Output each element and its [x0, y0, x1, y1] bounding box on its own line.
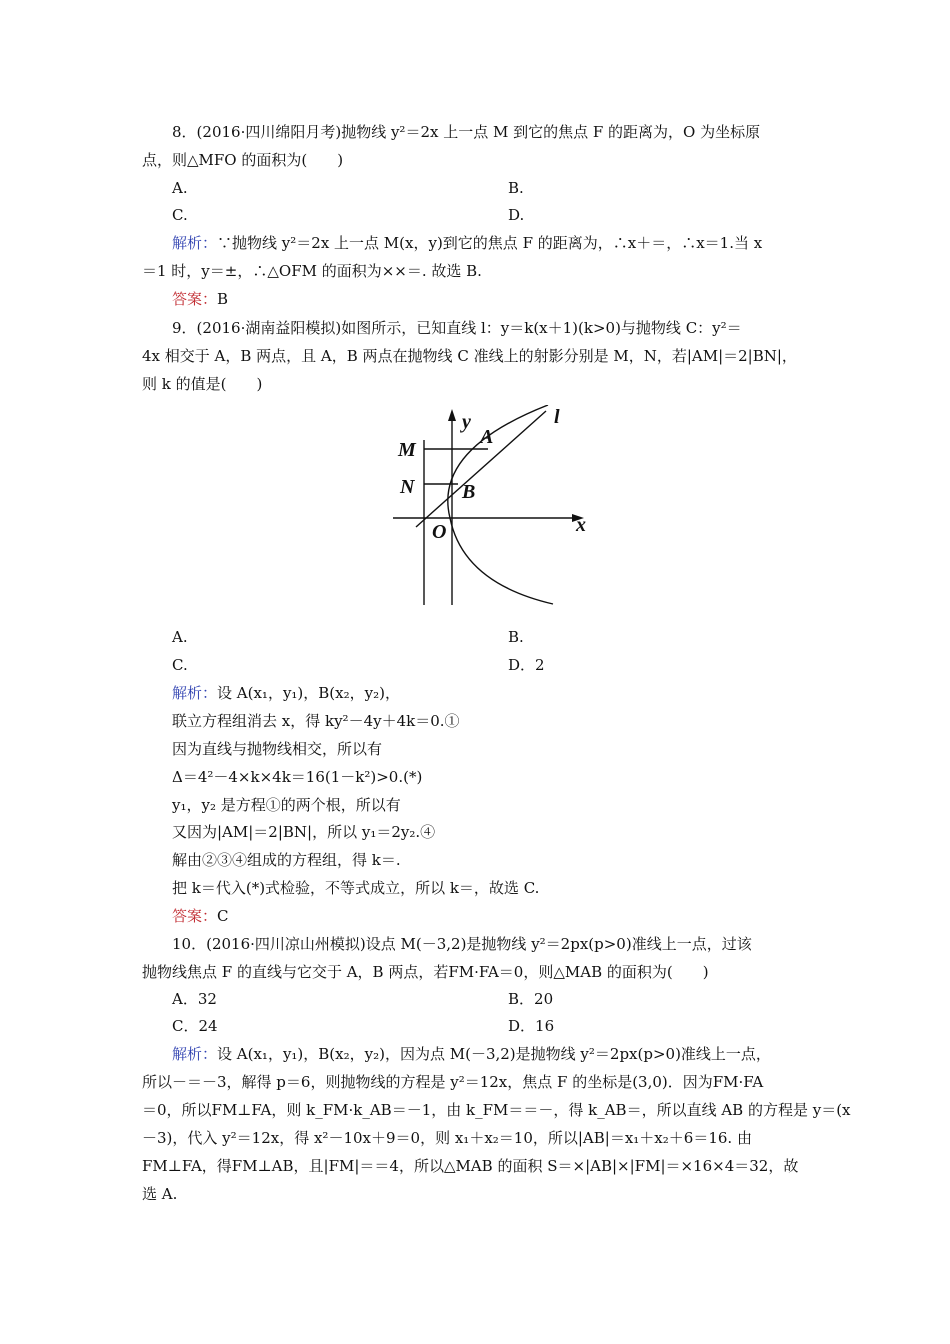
- q9-solution-label: 解析：: [172, 684, 218, 702]
- q9-option-a: A.: [172, 628, 188, 646]
- q8-solution-text1: ∵抛物线 y²＝2x 上一点 M(x，y)到它的焦点 F 的距离为，∴x＋＝，∴x＝1.当 x: [217, 234, 763, 252]
- q9-solution-line7: 解由②③④组成的方程组，得 k＝.: [172, 851, 401, 869]
- q9-stem-line1: 9．(2016·湖南益阳模拟)如图所示，已知直线 l：y＝k(x＋1)(k>0)与抛物线 C：y²＝: [172, 319, 742, 337]
- q9-solution-line5: y₁，y₂ 是方程①的两个根，所以有: [172, 796, 401, 814]
- q9-solution-line2: 联立方程组消去 x，得 ky²－4y＋4k＝0.①: [172, 712, 460, 730]
- q10-option-c: C．24: [172, 1017, 218, 1035]
- q10-stem-line2: 抛物线焦点 F 的直线与它交于 A，B 两点，若FM·FA＝0，则△MAB 的面积为( ): [142, 963, 709, 981]
- label-x: x: [576, 514, 586, 536]
- q8-stem-line1: 8．(2016·四川绵阳月考)抛物线 y²＝2x 上一点 M 到它的焦点 F 的距离为，O 为坐标原: [172, 123, 761, 141]
- label-n: N: [400, 476, 415, 498]
- parabola-figure: [388, 405, 600, 610]
- q8-answer-label: 答案：: [172, 290, 218, 308]
- q8-option-b: B.: [508, 179, 524, 197]
- q10-solution-line5: FM⊥FA，得FM⊥AB，且|FM|＝＝4，所以△MAB 的面积 S＝×|AB|×|FM|＝×16×4＝32，故: [142, 1157, 799, 1175]
- q10-option-b: B．20: [508, 990, 554, 1008]
- q10-solution-line4: －3)，代入 y²＝12x，得 x²－10x＋9＝0，则 x₁＋x₂＝10，所以|AB|＝x₁＋x₂＋6＝16. 由: [142, 1129, 752, 1147]
- q8-solution-line1: [172, 233, 762, 253]
- q9-solution-line3: 因为直线与抛物线相交，所以有: [172, 740, 383, 758]
- q8-stem-line2: 点，则△MFO 的面积为( ): [142, 151, 344, 169]
- q8-option-c: C.: [172, 206, 188, 224]
- label-l: l: [554, 406, 560, 428]
- q10-stem-line1: 10．(2016·四川凉山州模拟)设点 M(－3,2)是抛物线 y²＝2px(p>0)准线上一点，过该: [172, 935, 752, 953]
- q9-solution-line8: 把 k＝代入(*)式检验，不等式成立，所以 k＝，故选 C.: [172, 879, 540, 897]
- q9-option-d: D．2: [508, 656, 545, 674]
- q8-option-a: A.: [172, 179, 188, 197]
- q10-solution-line6: 选 A.: [142, 1185, 178, 1203]
- q9-option-c: C.: [172, 656, 188, 674]
- q10-solution-text1: 设 A(x₁，y₁)，B(x₂，y₂)，因为点 M(－3,2)是抛物线 y²＝2px(p>0)准线上一点，: [217, 1045, 771, 1063]
- q8-option-d: D.: [508, 206, 525, 224]
- q10-solution-line1: [172, 1044, 771, 1064]
- q9-solution-line6: 又因为|AM|＝2|BN|，所以 y₁＝2y₂.④: [172, 823, 436, 841]
- label-m: M: [398, 439, 416, 461]
- label-o: O: [432, 521, 447, 543]
- q10-option-a: A．32: [172, 990, 217, 1008]
- q10-solution-line3: ＝0，所以FM⊥FA，则 k_FM·k_AB＝－1，由 k_FM＝＝－，得 k_AB＝，所以直线 AB 的方程是 y＝(x: [142, 1101, 851, 1119]
- q9-solution-line1: [172, 683, 400, 703]
- q9-stem-line2: 4x 相交于 A，B 两点，且 A，B 两点在抛物线 C 准线上的射影分别是 M，N，若|AM|＝2|BN|，: [142, 347, 797, 365]
- q9-answer-label: 答案：: [172, 907, 218, 925]
- q9-answer-value: C: [217, 907, 229, 925]
- q8-answer: [172, 289, 228, 309]
- q9-solution-line4: Δ＝4²－4×k×4k＝16(1－k²)>0.(*): [172, 768, 423, 786]
- q8-solution-line2: ＝1 时，y＝±，∴△OFM 的面积为××＝. 故选 B.: [142, 262, 482, 280]
- q10-solution-label: 解析：: [172, 1045, 218, 1063]
- q8-solution-label: 解析：: [172, 234, 218, 252]
- label-a: A: [480, 426, 494, 448]
- q8-answer-value: B: [217, 290, 229, 308]
- label-b: B: [462, 481, 476, 503]
- q10-option-d: D．16: [508, 1017, 555, 1035]
- q9-option-b: B.: [508, 628, 524, 646]
- q9-answer: [172, 906, 229, 926]
- q9-stem-line3: 则 k 的值是( ): [142, 375, 263, 393]
- q9-solution-text1: 设 A(x₁，y₁)，B(x₂，y₂)，: [217, 684, 400, 702]
- y-axis-arrow: [448, 409, 456, 421]
- label-y: y: [462, 411, 471, 433]
- q10-solution-line2: 所以－＝－3，解得 p＝6，则抛物线的方程是 y²＝12x，焦点 F 的坐标是(3,0)．因为FM·FA: [142, 1073, 764, 1091]
- parabola-curve: [448, 405, 553, 604]
